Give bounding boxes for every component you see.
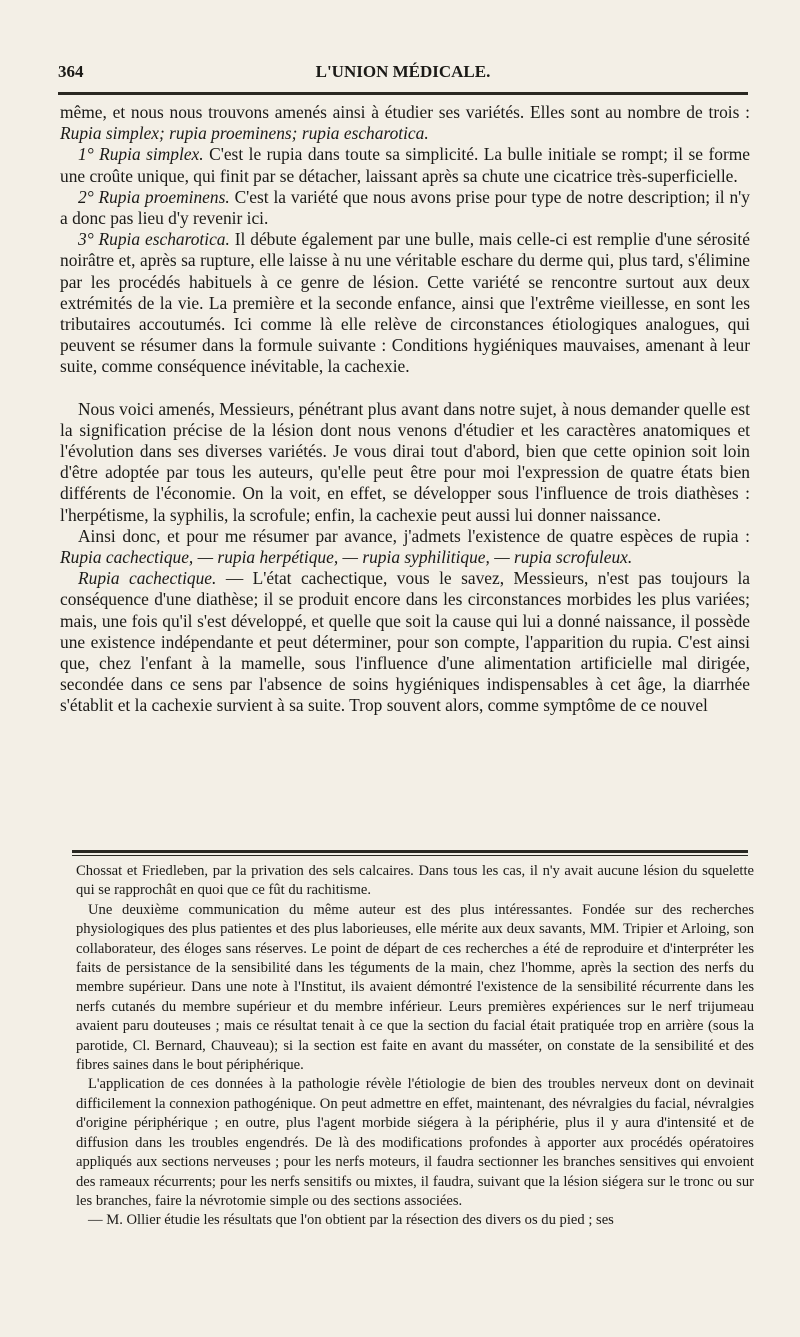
footnote-text [76, 862, 754, 1231]
rupia-cachectique-label: Rupia cachectique. [78, 568, 217, 589]
rupia-escharotica-label: 3° Rupia escharotica. [78, 229, 230, 250]
paragraph-signification: Nous voici amenés, Messieurs, pénétrant plus avant dans notre sujet, à nous demander quelle est la signification précise de la lésion dont nous venons d'étudier et les caractères anatomiques et l'évolution dans ses diverses variétés. Je vous dirai tout d'abord, bien que cette opinion soit loin d'être adoptée par tous les auteurs, qu'elle peut être pour moi l'expression de quatre états bien différents de l'économie. On la voit, en effet, se développer sous l'influence de trois diathèses : l'herpétisme, la syphilis, la scrofule; enfin, la cachexie peut aussi lui donner naissance. [60, 398, 750, 525]
paragraph-four-species: Ainsi donc, et pour me résumer par avance, j'admets l'existence de quatre espèces de rupia : Rupia cachectique, — rupia herpétique, — rupia syphilitique, — rupia scrofuleux. [60, 525, 750, 568]
note-paragraph: L'application de ces données à la pathologie révèle l'étiologie de bien des troubles nerveux dont on devinait difficilement la connexion pathogénique. On peut admettre en effet, maintenant, des névralgies du facial, névralgies d'origine périphérique ; en outre, plus l'agent morbide siégera à la périphérie, plus il y aura d'intensité et de diffusion dans les troubles engendrés. De là des modifications profondes à apporter aux procédés opératoires appliqués aux sections nerveuses ; pour les nerfs moteurs, il faudra sectionner les branches sensitives qui envoient des rameaux récurrents; pour les nerfs sensitifs ou mixtes, il faudra, suivant que la lésion siégera sur le tronc ou sur les branches, faire la névrotomie simple ou des sections associées. [76, 1076, 754, 1209]
paragraph-rupia-proeminens: 2° Rupia proeminens. C'est la variété que nous avons prise pour type de notre description; il n'y a donc pas lieu d'y revenir ici. [60, 186, 750, 229]
paragraph-rupia-simplex: 1° Rupia simplex. C'est le rupia dans toute sa simplicité. La bulle initiale se rompt; il se forme une croûte unique, qui finit par se détacher, laissant après sa chute une cicatrice très-superficielle. [60, 144, 751, 186]
header-rule [58, 92, 748, 95]
main-text [60, 102, 750, 717]
journal-title: L'UNION MÉDICALE. [315, 62, 491, 81]
note-paragraph: — M. Ollier étudie les résultats que l'on obtient par la résection des divers os du pied ; ses [88, 1212, 614, 1229]
rupia-proeminens-label: 2° Rupia proeminens. [78, 186, 230, 207]
running-header [58, 62, 748, 86]
footnote-separator [72, 850, 748, 856]
species-list: Rupia cachectique, — rupia herpétique, — rupia syphilitique, — rupia scrofuleux. [60, 547, 633, 568]
paragraph-rupia-cachectique: Rupia cachectique. — L'état cachectique, vous le savez, Messieurs, n'est pas toujours la conséquence d'une diathèse; il se produit encore dans les circonstances morbides les plus variées; mais, une fois qu'il s'est développé, et quelle que soit la cause qui lui a donné naissance, il possède une existence indépendante et peut déterminer, pour son compte, l'apparition du rupia. C'est ainsi que, chez l'enfant à la mamelle, sous l'influence d'une alimentation artificielle mal dirigée, secondée dans ce sens par l'absence de soins hygiéniques indispensables à cet âge, la diarrhée s'établit et la cachexie survient à sa suite. Trop souvent alors, comme symptôme de ce nouvel [60, 568, 750, 716]
page-number: 364 [58, 62, 84, 81]
note-paragraph: Chossat et Friedleben, par la privation des sels calcaires. Dans tous les cas, il n'y avait aucune lésion du squelette qui se rapprochât en quoi que ce fût du rachitisme. [76, 863, 754, 899]
note-paragraph: Une deuxième communication du même auteur est des plus intéressantes. Fondée sur des recherches physiologiques des plus patientes et des plus laborieuses, elle mérite aux deux savants, MM. Tripier et Arloing, son collaborateur, des éloges sans réserves. Le point de départ de ces recherches a été de reproduire et d'interpréter les faits de persistance de la sensibilité dans les téguments de la main, chez l'homme, après la section des nerfs du membre supérieur. Dans une note à l'Institut, ils avaient démontré l'existence de la sensibilité récurrente dans les nerfs cutanés du membre supérieur et du membre inférieur. Leurs premières expériences sur le nerf trijumeau avaient paru douteuses ; mais ce résultat tenait à ce que la section du facial était pratiquée trop en arrière (sous la parotide, Cl. Bernard, Chauveau); si la section est faite en avant du masséter, on constate de la sensibilité et des fibres saines dans le bout périphérique. [76, 901, 754, 1074]
rupia-simplex-label: 1° Rupia simplex. [78, 144, 204, 165]
varieties-list: Rupia simplex; rupia proeminens; rupia escharotica. [60, 123, 429, 144]
paragraph-rupia-escharotica: 3° Rupia escharotica. Il débute également par une bulle, mais celle-ci est remplie d'une sérosité noirâtre et, après sa rupture, elle laisse à nu une véritable eschare du derme qui, plus tard, s'élimine par les procédés habituels à ce genre de lésion. Cette variété se rencontre surtout aux deux extrémités de la vie. La première et la seconde enfance, ainsi que l'extrême vieillesse, en sont les tributaires accoutumés. Ici comme là elle relève de circonstances étiologiques analogues, qui peuvent se résumer dans la formule suivante : Conditions hygiéniques mauvaises, amenant à leur suite, comme conséquence inévitable, la cachexie. [60, 229, 750, 377]
paragraph-varieties-intro: même, et nous nous trouvons amenés ainsi à étudier ses variétés. Elles sont au nombre de trois : Rupia simplex; rupia proeminens; rupia escharotica. [60, 102, 750, 144]
